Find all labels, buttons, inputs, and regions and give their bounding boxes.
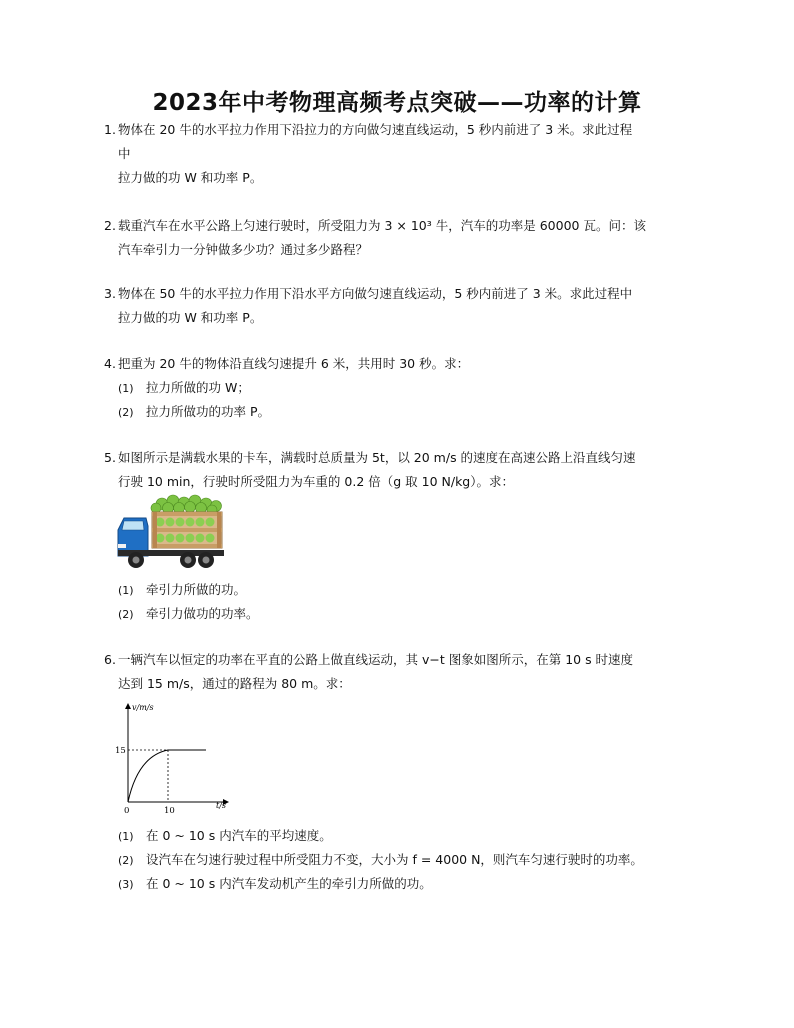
x-tick-label: 10 (164, 806, 175, 816)
y-axis-label: v/m/s (132, 703, 154, 712)
question-2-number: 2. (104, 218, 116, 233)
question-5-sub-2 (118, 606, 259, 623)
question-6-sub-1 (118, 828, 332, 845)
question-1-line-1: 物体在 20 牛的水平拉力作用下沿拉力的方向做匀速直线运动，5 秒内前进了 3 米。求此过程 (118, 122, 633, 137)
question-5-sub-1 (118, 582, 246, 599)
x-axis-label: t/s (216, 801, 227, 810)
sub-text: 在 0 ~ 10 s 内汽车的平均速度。 (146, 828, 332, 843)
question-6-sub-3 (118, 876, 432, 893)
sub-text: 牵引力所做的功。 (146, 582, 247, 597)
question-5-line-1: 如图所示是满载水果的卡车，满载时总质量为 5t，以 20 m/s 的速度在高速公路上沿直线匀速 (118, 450, 636, 465)
question-3-number: 3. (104, 286, 116, 301)
question-4-sub-1 (118, 380, 250, 397)
question-4-number: 4. (104, 356, 116, 371)
sub-number: (1) (118, 584, 134, 597)
sub-text: 拉力所做功的功率 P。 (146, 404, 271, 419)
question-1-number: 1. (104, 122, 116, 137)
velocity-curve (128, 750, 206, 802)
question-2-line-1: 载重汽车在水平公路上匀速行驶时，所受阻力为 3 × 10³ 牛，汽车的功率是 60000 瓦。问：该 (118, 218, 646, 233)
question-6-line-2: 达到 15 m/s，通过的路程为 80 m。求： (118, 676, 351, 691)
question-3-line-1: 物体在 50 牛的水平拉力作用下沿水平方向做匀速直线运动，5 秒内前进了 3 米。求此过程中 (118, 286, 633, 301)
sub-text: 拉力所做的功 W； (146, 380, 250, 395)
question-6-number: 6. (104, 652, 116, 667)
question-4-sub-2 (118, 404, 270, 421)
sub-number: (2) (118, 854, 134, 867)
sub-number: (3) (118, 878, 134, 891)
sub-number: (2) (118, 608, 134, 621)
sub-number: (2) (118, 406, 134, 419)
sub-number: (1) (118, 830, 134, 843)
velocity-time-graph (110, 698, 240, 816)
sub-text: 在 0 ~ 10 s 内汽车发动机产生的牵引力所做的功。 (146, 876, 432, 891)
question-5-line-2: 行驶 10 min，行驶时所受阻力为车重的 0.2 倍（g 取 10 N/kg）。求： (118, 474, 514, 489)
origin-label: 0 (124, 806, 130, 816)
question-6-sub-2 (118, 852, 643, 869)
question-5-number: 5. (104, 450, 116, 465)
sub-text: 牵引力做功的功率。 (146, 606, 259, 621)
fruit-truck-image (116, 492, 228, 572)
question-4-line-1: 把重为 20 牛的物体沿直线匀速提升 6 米，共用时 30 秒。求： (118, 356, 470, 371)
sub-text: 设汽车在匀速行驶过程中所受阻力不变，大小为 f = 4000 N，则汽车匀速行驶时的功率。 (146, 852, 643, 867)
sub-number: (1) (118, 382, 134, 395)
page-title: 2023年中考物理高频考点突破——功率的计算 (152, 90, 642, 116)
question-1-line-2: 中 (118, 146, 131, 161)
y-tick-label: 15 (115, 746, 126, 756)
question-2-line-2: 汽车牵引力一分钟做多少功？通过多少路程？ (118, 242, 369, 257)
question-6-line-1: 一辆汽车以恒定的功率在平直的公路上做直线运动，其 v−t 图象如图所示，在第 10 s 时速度 (118, 652, 634, 667)
question-1-line-3: 拉力做的功 W 和功率 P。 (118, 170, 263, 185)
question-3-line-2: 拉力做的功 W 和功率 P。 (118, 310, 263, 325)
